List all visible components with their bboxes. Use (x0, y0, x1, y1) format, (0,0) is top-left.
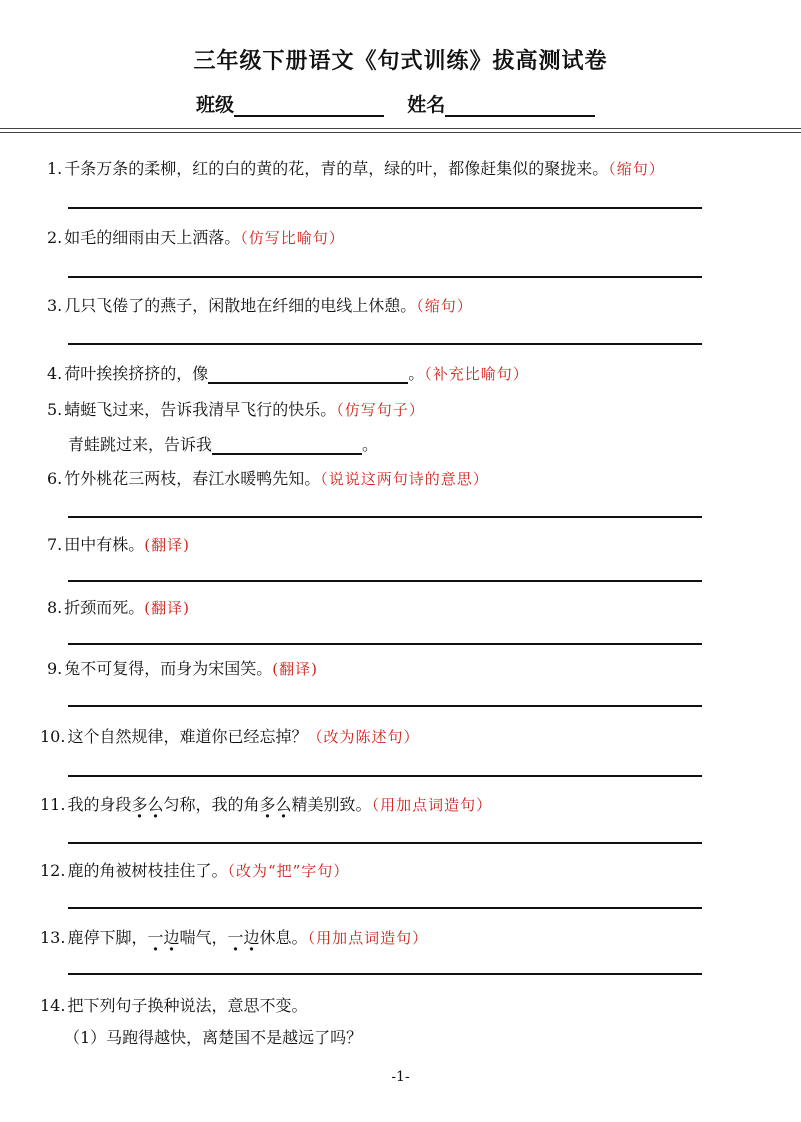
answer-line-9[interactable] (68, 705, 702, 707)
emphasis-dot-char: 边 (243, 928, 260, 947)
class-name-line (196, 90, 595, 117)
emphasis-dot-char: 多 (259, 795, 276, 814)
question-10-hint: （改为陈述句） (307, 728, 420, 746)
class-label: 班级 (196, 94, 235, 116)
emphasis-dot-char: 多 (131, 795, 148, 814)
emphasis-dot-char: 一 (227, 928, 244, 947)
question-1: 1. 千条万条的柔柳，红的白的黄的花，青的草，绿的叶，都像赶集似的聚拢来。（缩句） (47, 159, 665, 178)
question-4-blank[interactable] (208, 366, 408, 384)
header-divider-secondary (0, 132, 801, 133)
question-7-hint: (翻译) (144, 536, 190, 554)
answer-line-12[interactable] (68, 907, 702, 909)
header-divider (0, 128, 801, 129)
question-14-sub-1: （1）马跑得越快，离楚国不是越远了吗？ (64, 1028, 363, 1047)
question-13: 13. 鹿停下脚，一边喘气，一边休息。（用加点词造句） (40, 928, 429, 947)
question-4-hint: （补充比喻句） (424, 365, 529, 383)
emphasis-dot-char: 一 (147, 928, 164, 947)
question-12: 12. 鹿的角被树枝挂住了。（改为“把”字句） (40, 861, 350, 880)
question-6-hint: （说说这两句诗的意思） (320, 470, 489, 488)
answer-line-8[interactable] (68, 643, 702, 645)
question-9-hint: (翻译) (272, 660, 318, 678)
question-3-hint: （缩句） (416, 297, 473, 315)
question-7: 7. 田中有株。(翻译) (47, 535, 190, 554)
name-field[interactable] (445, 96, 595, 117)
question-2-hint: （仿写比喻句） (240, 229, 345, 247)
answer-line-13[interactable] (68, 973, 702, 975)
question-5-blank[interactable] (212, 437, 362, 455)
question-8: 8. 折颈而死。(翻译) (47, 598, 190, 617)
question-11: 11. 我的身段多么匀称，我的角多么精美别致。（用加点词造句） (40, 795, 493, 814)
answer-line-6[interactable] (68, 516, 702, 518)
question-12-hint: （改为“把”字句） (227, 862, 350, 880)
question-1-hint: （缩句） (608, 160, 665, 178)
question-2: 2. 如毛的细雨由天上洒落。（仿写比喻句） (47, 228, 345, 247)
question-11-hint: （用加点词造句） (371, 796, 493, 814)
answer-line-2[interactable] (68, 276, 702, 278)
answer-line-7[interactable] (68, 580, 702, 582)
emphasis-dot-char: 么 (147, 795, 164, 814)
question-10: 10. 这个自然规律，难道你已经忘掉？（改为陈述句） (40, 727, 420, 746)
answer-line-11[interactable] (68, 842, 702, 844)
name-label: 姓名 (407, 94, 446, 116)
page-title: 三年级下册语文《句式训练》拔高测试卷 (193, 48, 608, 74)
emphasis-dot-char: 么 (275, 795, 292, 814)
question-5: 5. 蜻蜓飞过来，告诉我清早飞行的快乐。（仿写句子） (47, 400, 425, 419)
answer-line-3[interactable] (68, 343, 702, 345)
question-9: 9. 兔不可复得，而身为宋国笑。(翻译) (47, 659, 318, 678)
class-field[interactable] (234, 96, 384, 117)
question-4: 4. 荷叶挨挨挤挤的，像 。（补充比喻句） (47, 364, 529, 383)
emphasis-dot-char: 边 (163, 928, 180, 947)
question-6: 6. 竹外桃花三两枝，春江水暖鸭先知。（说说这两句诗的意思） (47, 469, 489, 488)
answer-line-10[interactable] (68, 775, 702, 777)
question-5-hint: （仿写句子） (336, 401, 425, 419)
answer-line-1[interactable] (68, 207, 702, 209)
question-8-hint: (翻译) (144, 599, 190, 617)
page-number: -1- (391, 1069, 410, 1085)
question-14: 14. 把下列句子换种说法，意思不变。 (40, 996, 308, 1015)
question-5-line2: 青蛙跳过来，告诉我 。 (68, 435, 379, 454)
question-13-hint: （用加点词造句） (307, 929, 429, 947)
question-3: 3. 几只飞倦了的燕子，闲散地在纤细的电线上休憩。（缩句） (47, 296, 473, 315)
